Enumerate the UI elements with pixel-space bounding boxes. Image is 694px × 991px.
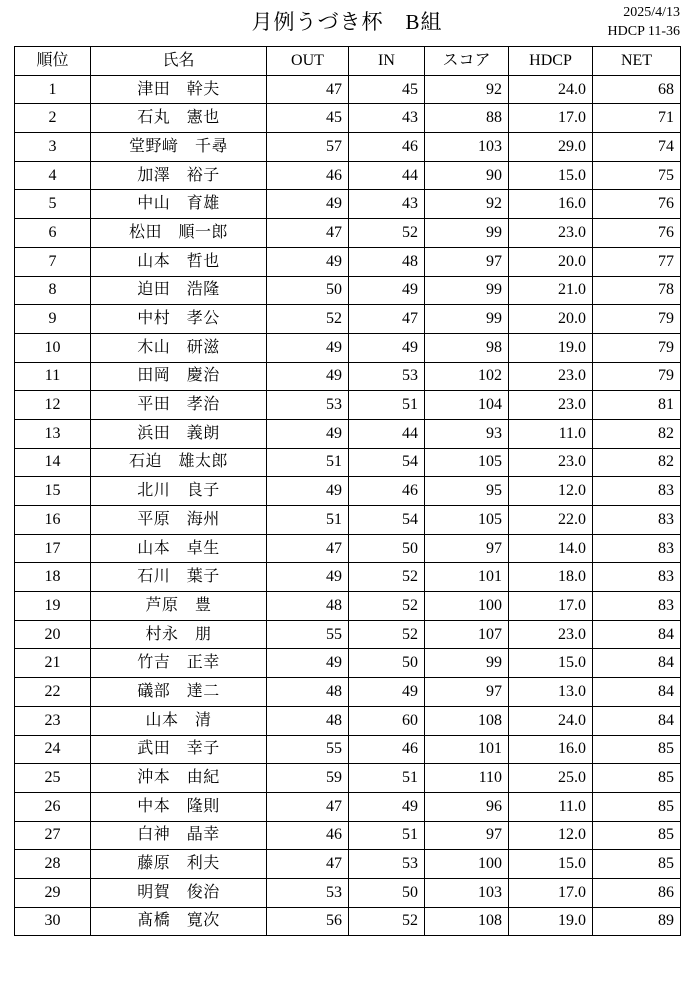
table-row xyxy=(15,448,681,477)
table-row xyxy=(15,792,681,821)
cell-hdcp: 24.0 xyxy=(509,706,593,735)
cell-hdcp: 29.0 xyxy=(509,133,593,162)
cell-out: 49 xyxy=(267,477,349,506)
cell-score: 97 xyxy=(425,678,509,707)
cell-rank: 14 xyxy=(15,448,91,477)
table-row xyxy=(15,219,681,248)
cell-name: 田岡 慶治 xyxy=(91,362,267,391)
cell-in: 50 xyxy=(349,534,425,563)
cell-in: 53 xyxy=(349,850,425,879)
cell-rank: 8 xyxy=(15,276,91,305)
cell-score: 96 xyxy=(425,792,509,821)
cell-out: 49 xyxy=(267,362,349,391)
cell-name: 山本 卓生 xyxy=(91,534,267,563)
cell-in: 46 xyxy=(349,477,425,506)
cell-rank: 1 xyxy=(15,75,91,104)
cell-name: 中山 育雄 xyxy=(91,190,267,219)
cell-out: 46 xyxy=(267,161,349,190)
cell-in: 50 xyxy=(349,878,425,907)
cell-net: 76 xyxy=(593,219,681,248)
cell-hdcp: 12.0 xyxy=(509,477,593,506)
cell-hdcp: 23.0 xyxy=(509,362,593,391)
column-header-net: NET xyxy=(593,47,681,76)
cell-score: 90 xyxy=(425,161,509,190)
cell-hdcp: 21.0 xyxy=(509,276,593,305)
table-row xyxy=(15,75,681,104)
cell-out: 55 xyxy=(267,735,349,764)
cell-in: 46 xyxy=(349,735,425,764)
cell-score: 103 xyxy=(425,133,509,162)
cell-score: 104 xyxy=(425,391,509,420)
cell-out: 49 xyxy=(267,190,349,219)
cell-out: 57 xyxy=(267,133,349,162)
cell-net: 68 xyxy=(593,75,681,104)
cell-in: 49 xyxy=(349,276,425,305)
cell-net: 83 xyxy=(593,506,681,535)
header-meta xyxy=(608,4,680,42)
cell-name: 髙橋 寛次 xyxy=(91,907,267,936)
cell-in: 43 xyxy=(349,190,425,219)
cell-rank: 26 xyxy=(15,792,91,821)
event-date: 2025/4/13 xyxy=(623,5,680,20)
cell-in: 44 xyxy=(349,161,425,190)
cell-name: 平田 孝治 xyxy=(91,391,267,420)
cell-rank: 23 xyxy=(15,706,91,735)
table-row xyxy=(15,247,681,276)
cell-score: 105 xyxy=(425,506,509,535)
cell-score: 108 xyxy=(425,706,509,735)
cell-rank: 4 xyxy=(15,161,91,190)
cell-out: 45 xyxy=(267,104,349,133)
table-row xyxy=(15,907,681,936)
cell-rank: 28 xyxy=(15,850,91,879)
cell-score: 102 xyxy=(425,362,509,391)
cell-rank: 9 xyxy=(15,305,91,334)
table-row xyxy=(15,477,681,506)
table-row xyxy=(15,678,681,707)
table-row xyxy=(15,735,681,764)
cell-hdcp: 18.0 xyxy=(509,563,593,592)
cell-name: 加澤 裕子 xyxy=(91,161,267,190)
cell-name: 藤原 利夫 xyxy=(91,850,267,879)
cell-out: 51 xyxy=(267,448,349,477)
cell-hdcp: 17.0 xyxy=(509,592,593,621)
cell-rank: 15 xyxy=(15,477,91,506)
cell-rank: 10 xyxy=(15,333,91,362)
cell-out: 47 xyxy=(267,534,349,563)
cell-net: 84 xyxy=(593,649,681,678)
column-header-score: スコア xyxy=(425,47,509,76)
table-row xyxy=(15,506,681,535)
table-row xyxy=(15,305,681,334)
cell-hdcp: 15.0 xyxy=(509,161,593,190)
cell-hdcp: 23.0 xyxy=(509,219,593,248)
cell-score: 100 xyxy=(425,850,509,879)
cell-rank: 20 xyxy=(15,620,91,649)
cell-hdcp: 19.0 xyxy=(509,907,593,936)
cell-hdcp: 23.0 xyxy=(509,391,593,420)
header-row xyxy=(15,47,681,76)
table-row xyxy=(15,276,681,305)
cell-out: 47 xyxy=(267,792,349,821)
table-row xyxy=(15,534,681,563)
cell-out: 48 xyxy=(267,706,349,735)
cell-net: 85 xyxy=(593,792,681,821)
cell-net: 74 xyxy=(593,133,681,162)
cell-out: 47 xyxy=(267,219,349,248)
cell-name: 武田 幸子 xyxy=(91,735,267,764)
cell-net: 79 xyxy=(593,333,681,362)
cell-hdcp: 19.0 xyxy=(509,333,593,362)
cell-rank: 7 xyxy=(15,247,91,276)
cell-net: 76 xyxy=(593,190,681,219)
table-row xyxy=(15,190,681,219)
table-row xyxy=(15,419,681,448)
cell-out: 59 xyxy=(267,764,349,793)
cell-in: 49 xyxy=(349,678,425,707)
cell-name: 北川 良子 xyxy=(91,477,267,506)
cell-net: 79 xyxy=(593,305,681,334)
cell-name: 中本 隆則 xyxy=(91,792,267,821)
cell-in: 46 xyxy=(349,133,425,162)
cell-score: 99 xyxy=(425,219,509,248)
cell-in: 45 xyxy=(349,75,425,104)
table-row xyxy=(15,391,681,420)
cell-out: 56 xyxy=(267,907,349,936)
cell-name: 木山 研滋 xyxy=(91,333,267,362)
cell-out: 49 xyxy=(267,333,349,362)
cell-net: 78 xyxy=(593,276,681,305)
cell-in: 53 xyxy=(349,362,425,391)
table-header xyxy=(15,47,681,76)
cell-name: 礒部 達二 xyxy=(91,678,267,707)
cell-hdcp: 14.0 xyxy=(509,534,593,563)
column-header-name: 氏名 xyxy=(91,47,267,76)
cell-in: 54 xyxy=(349,506,425,535)
cell-rank: 2 xyxy=(15,104,91,133)
cell-score: 105 xyxy=(425,448,509,477)
cell-out: 55 xyxy=(267,620,349,649)
table-row xyxy=(15,821,681,850)
cell-net: 83 xyxy=(593,477,681,506)
cell-net: 82 xyxy=(593,419,681,448)
cell-name: 松田 順一郎 xyxy=(91,219,267,248)
cell-out: 46 xyxy=(267,821,349,850)
cell-out: 48 xyxy=(267,592,349,621)
cell-name: 村永 朋 xyxy=(91,620,267,649)
cell-in: 52 xyxy=(349,219,425,248)
cell-in: 52 xyxy=(349,620,425,649)
cell-in: 49 xyxy=(349,792,425,821)
page-title: 月例うづき杯 B組 xyxy=(251,10,443,34)
cell-score: 97 xyxy=(425,534,509,563)
cell-rank: 27 xyxy=(15,821,91,850)
cell-score: 99 xyxy=(425,276,509,305)
table-row xyxy=(15,563,681,592)
cell-net: 83 xyxy=(593,563,681,592)
cell-score: 99 xyxy=(425,305,509,334)
cell-net: 84 xyxy=(593,706,681,735)
cell-name: 竹吉 正幸 xyxy=(91,649,267,678)
cell-hdcp: 13.0 xyxy=(509,678,593,707)
cell-name: 山本 清 xyxy=(91,706,267,735)
cell-in: 51 xyxy=(349,764,425,793)
cell-name: 津田 幹夫 xyxy=(91,75,267,104)
cell-net: 75 xyxy=(593,161,681,190)
page-header xyxy=(0,0,694,46)
cell-out: 49 xyxy=(267,563,349,592)
table-row xyxy=(15,333,681,362)
cell-score: 97 xyxy=(425,247,509,276)
cell-out: 50 xyxy=(267,276,349,305)
cell-hdcp: 23.0 xyxy=(509,620,593,649)
cell-name: 平原 海州 xyxy=(91,506,267,535)
cell-name: 浜田 義朗 xyxy=(91,419,267,448)
cell-score: 103 xyxy=(425,878,509,907)
cell-net: 85 xyxy=(593,735,681,764)
cell-net: 77 xyxy=(593,247,681,276)
cell-net: 85 xyxy=(593,821,681,850)
cell-net: 79 xyxy=(593,362,681,391)
cell-score: 101 xyxy=(425,735,509,764)
cell-name: 明賀 俊治 xyxy=(91,878,267,907)
cell-hdcp: 16.0 xyxy=(509,190,593,219)
cell-out: 47 xyxy=(267,75,349,104)
cell-score: 97 xyxy=(425,821,509,850)
cell-name: 山本 哲也 xyxy=(91,247,267,276)
column-header-rank: 順位 xyxy=(15,47,91,76)
cell-rank: 22 xyxy=(15,678,91,707)
cell-out: 53 xyxy=(267,878,349,907)
cell-in: 51 xyxy=(349,391,425,420)
cell-net: 85 xyxy=(593,764,681,793)
cell-net: 89 xyxy=(593,907,681,936)
cell-rank: 11 xyxy=(15,362,91,391)
cell-hdcp: 17.0 xyxy=(509,104,593,133)
cell-in: 52 xyxy=(349,907,425,936)
cell-out: 49 xyxy=(267,649,349,678)
cell-in: 47 xyxy=(349,305,425,334)
cell-rank: 18 xyxy=(15,563,91,592)
cell-out: 49 xyxy=(267,247,349,276)
cell-hdcp: 11.0 xyxy=(509,792,593,821)
cell-net: 82 xyxy=(593,448,681,477)
table-row xyxy=(15,133,681,162)
table-row xyxy=(15,620,681,649)
column-header-in: IN xyxy=(349,47,425,76)
cell-net: 81 xyxy=(593,391,681,420)
cell-rank: 17 xyxy=(15,534,91,563)
cell-rank: 16 xyxy=(15,506,91,535)
table-row xyxy=(15,878,681,907)
cell-rank: 21 xyxy=(15,649,91,678)
cell-in: 54 xyxy=(349,448,425,477)
table-row xyxy=(15,161,681,190)
table-row xyxy=(15,706,681,735)
cell-name: 中村 孝公 xyxy=(91,305,267,334)
cell-net: 71 xyxy=(593,104,681,133)
cell-rank: 25 xyxy=(15,764,91,793)
table-row xyxy=(15,764,681,793)
column-header-hdcp: HDCP xyxy=(509,47,593,76)
cell-score: 88 xyxy=(425,104,509,133)
cell-hdcp: 25.0 xyxy=(509,764,593,793)
cell-hdcp: 24.0 xyxy=(509,75,593,104)
cell-score: 92 xyxy=(425,190,509,219)
cell-score: 99 xyxy=(425,649,509,678)
cell-name: 芦原 豊 xyxy=(91,592,267,621)
cell-score: 98 xyxy=(425,333,509,362)
cell-out: 48 xyxy=(267,678,349,707)
cell-rank: 6 xyxy=(15,219,91,248)
cell-rank: 30 xyxy=(15,907,91,936)
cell-hdcp: 12.0 xyxy=(509,821,593,850)
cell-hdcp: 16.0 xyxy=(509,735,593,764)
cell-score: 110 xyxy=(425,764,509,793)
cell-out: 51 xyxy=(267,506,349,535)
cell-hdcp: 22.0 xyxy=(509,506,593,535)
cell-hdcp: 15.0 xyxy=(509,850,593,879)
cell-rank: 29 xyxy=(15,878,91,907)
cell-rank: 12 xyxy=(15,391,91,420)
table-row xyxy=(15,649,681,678)
cell-score: 92 xyxy=(425,75,509,104)
cell-name: 白神 晶幸 xyxy=(91,821,267,850)
cell-name: 沖本 由紀 xyxy=(91,764,267,793)
cell-net: 83 xyxy=(593,534,681,563)
cell-hdcp: 23.0 xyxy=(509,448,593,477)
cell-net: 85 xyxy=(593,850,681,879)
cell-net: 84 xyxy=(593,620,681,649)
cell-hdcp: 20.0 xyxy=(509,247,593,276)
cell-out: 47 xyxy=(267,850,349,879)
cell-in: 49 xyxy=(349,333,425,362)
table-row xyxy=(15,592,681,621)
cell-rank: 13 xyxy=(15,419,91,448)
cell-name: 迫田 浩隆 xyxy=(91,276,267,305)
cell-rank: 24 xyxy=(15,735,91,764)
hdcp-range: HDCP 11-36 xyxy=(607,23,680,39)
results-table xyxy=(14,46,681,936)
cell-score: 93 xyxy=(425,419,509,448)
cell-score: 101 xyxy=(425,563,509,592)
cell-in: 51 xyxy=(349,821,425,850)
cell-rank: 3 xyxy=(15,133,91,162)
cell-out: 49 xyxy=(267,419,349,448)
table-body xyxy=(15,75,681,936)
table-row xyxy=(15,850,681,879)
table-row xyxy=(15,362,681,391)
cell-name: 堂野﨑 千尋 xyxy=(91,133,267,162)
cell-net: 83 xyxy=(593,592,681,621)
cell-score: 95 xyxy=(425,477,509,506)
cell-out: 52 xyxy=(267,305,349,334)
column-header-out: OUT xyxy=(267,47,349,76)
cell-score: 107 xyxy=(425,620,509,649)
cell-in: 44 xyxy=(349,419,425,448)
cell-name: 石迫 雄太郎 xyxy=(91,448,267,477)
cell-name: 石丸 憲也 xyxy=(91,104,267,133)
cell-out: 53 xyxy=(267,391,349,420)
cell-score: 108 xyxy=(425,907,509,936)
cell-score: 100 xyxy=(425,592,509,621)
cell-in: 60 xyxy=(349,706,425,735)
cell-in: 52 xyxy=(349,592,425,621)
cell-rank: 19 xyxy=(15,592,91,621)
cell-in: 43 xyxy=(349,104,425,133)
cell-in: 48 xyxy=(349,247,425,276)
cell-hdcp: 15.0 xyxy=(509,649,593,678)
cell-hdcp: 17.0 xyxy=(509,878,593,907)
cell-rank: 5 xyxy=(15,190,91,219)
cell-in: 52 xyxy=(349,563,425,592)
cell-in: 50 xyxy=(349,649,425,678)
table-row xyxy=(15,104,681,133)
cell-name: 石川 葉子 xyxy=(91,563,267,592)
cell-net: 86 xyxy=(593,878,681,907)
cell-hdcp: 20.0 xyxy=(509,305,593,334)
cell-net: 84 xyxy=(593,678,681,707)
cell-hdcp: 11.0 xyxy=(509,419,593,448)
